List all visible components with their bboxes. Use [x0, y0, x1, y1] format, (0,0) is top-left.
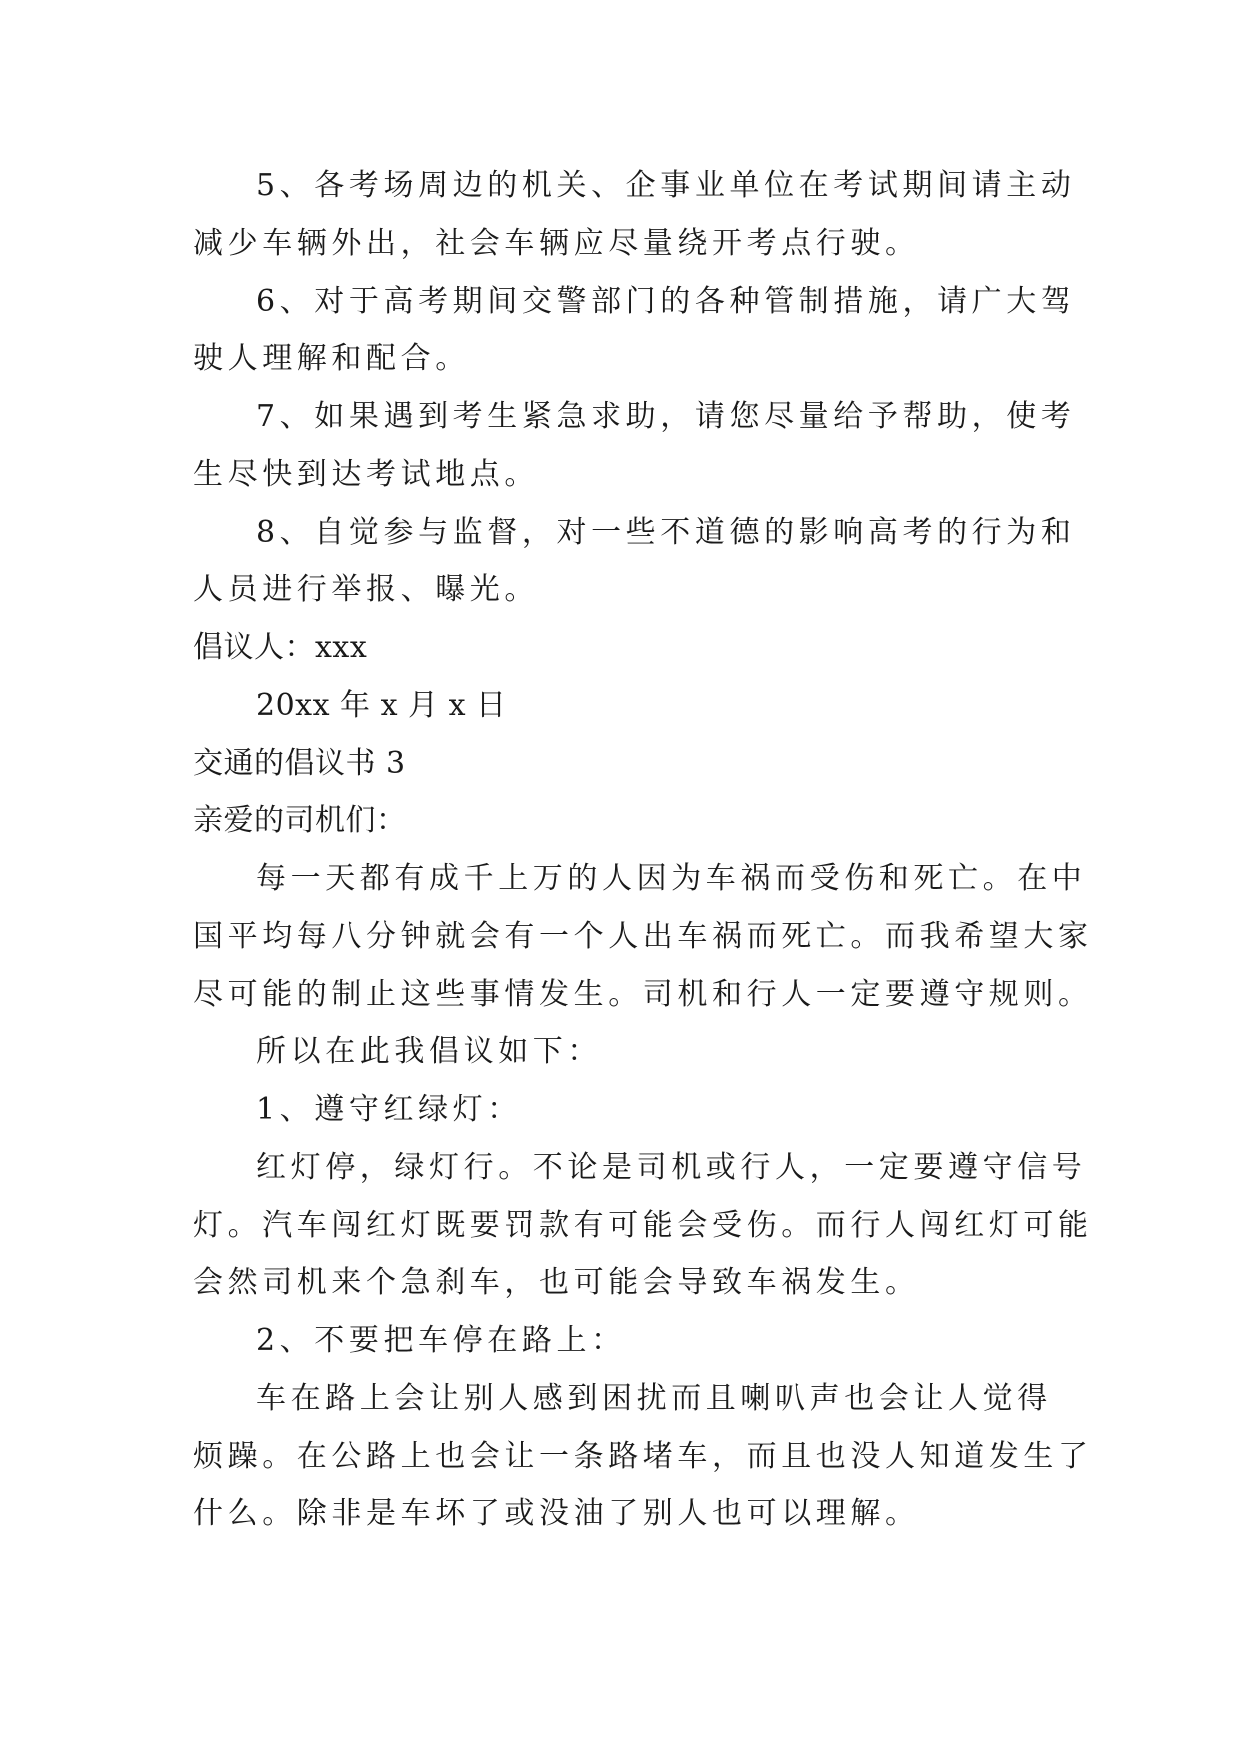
- paragraph-line: 生尽快到达考试地点。: [193, 457, 539, 492]
- paragraph-line: 6、对于高考期间交警部门的各种管制措施，请广大驾: [256, 284, 1076, 319]
- date-line: 20xx 年 x 月 x 日: [256, 688, 507, 723]
- paragraph-line: 国平均每八分钟就会有一个人出车祸而死亡。而我希望大家: [193, 919, 1093, 954]
- paragraph-line: 5、各考场周边的机关、企事业单位在考试期间请主动: [256, 168, 1076, 203]
- section-title: 交通的倡议书 3: [193, 746, 406, 781]
- paragraph-line: 减少车辆外出，社会车辆应尽量绕开考点行驶。: [193, 226, 920, 261]
- paragraph-line: 人员进行举报、曝光。: [193, 572, 539, 607]
- list-heading: 1、遵守红绿灯：: [256, 1092, 522, 1127]
- signatory-line: 倡议人：xxx: [193, 630, 368, 665]
- paragraph-line: 会然司机来个急刹车，也可能会导致车祸发生。: [193, 1265, 920, 1300]
- paragraph-line: 7、如果遇到考生紧急求助，请您尽量给予帮助，使考: [256, 399, 1076, 434]
- paragraph-line: 红灯停，绿灯行。不论是司机或行人，一定要遵守信号: [256, 1150, 1087, 1185]
- paragraph-line: 8、自觉参与监督，对一些不道德的影响高考的行为和: [256, 515, 1076, 550]
- paragraph-line: 每一天都有成千上万的人因为车祸而受伤和死亡。在中: [256, 861, 1087, 896]
- paragraph-line: 灯。汽车闯红灯既要罚款有可能会受伤。而行人闯红灯可能: [193, 1208, 1093, 1243]
- paragraph-line: 尽可能的制止这些事情发生。司机和行人一定要遵守规则。: [193, 977, 1093, 1012]
- paragraph-line: 驶人理解和配合。: [193, 341, 470, 376]
- paragraph-line: 什么。除非是车坏了或没油了别人也可以理解。: [193, 1496, 920, 1531]
- paragraph-line: 烦躁。在公路上也会让一条路堵车，而且也没人知道发生了: [193, 1439, 1093, 1474]
- paragraph-line: 车在路上会让别人感到困扰而且喇叭声也会让人觉得: [256, 1381, 1052, 1416]
- paragraph-line: 所以在此我倡议如下：: [256, 1034, 602, 1069]
- list-heading: 2、不要把车停在路上：: [256, 1323, 626, 1358]
- salutation: 亲爱的司机们：: [193, 803, 407, 838]
